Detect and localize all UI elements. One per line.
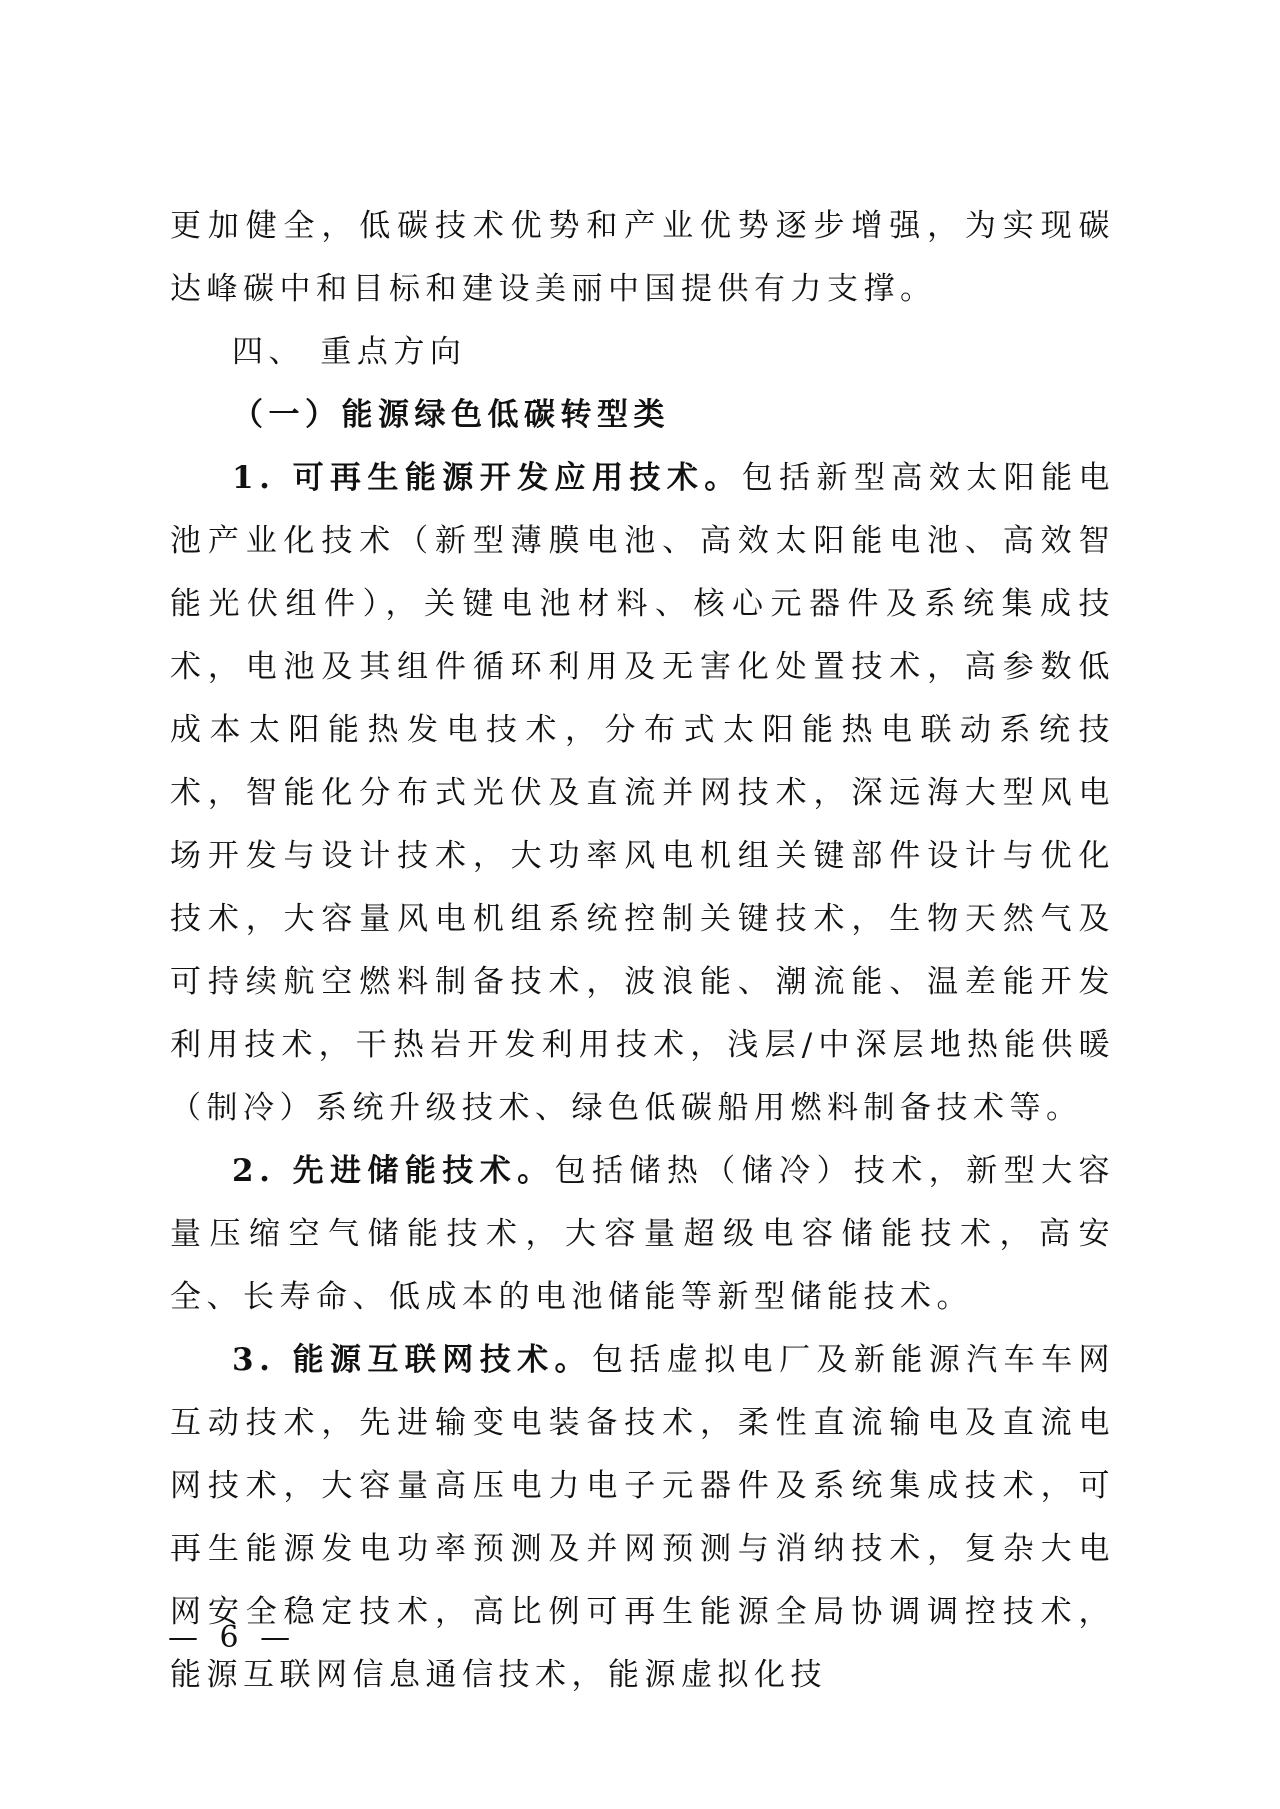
document-body xyxy=(170,195,1115,1707)
item-paragraph-3 xyxy=(170,1329,1115,1707)
item-title-1: 1. 可再生能源开发应用技术。 xyxy=(232,460,742,496)
page-number: — 6 — xyxy=(168,1620,297,1655)
item-paragraph-1 xyxy=(170,447,1115,1140)
item-body-1: 包括新型高效太阳能电池产业化技术（新型薄膜电池、高效太阳能电池、高效智能光伏组件），关键电池材料、核心元器件及系统集成技术，电池及其组件循环利用及无害化处置技术，高参数低成本太阳能热发电技术，分布式太阳能热电联动系统技术，智能化分布式光伏及直流并网技术，深远海大型风电场开发与设计技术，大功率风电机组关键部件设计与优化技术，大容量风电机组系统控制关键技术，生物天然气及可持续航空燃料制备技术，波浪能、潮流能、温差能开发利用技术，干热岩开发利用技术，浅层/中深层地热能供暖（制冷）系统升级技术、绿色低碳船用燃料制备技术等。 xyxy=(170,460,1116,1126)
item-body-2: 包括储热（储冷）技术，新型大容量压缩空气储能技术，大容量超级电容储能技术，高安全、长寿命、低成本的电池储能等新型储能技术。 xyxy=(170,1153,1116,1315)
item-paragraph-2 xyxy=(170,1140,1115,1329)
item-body-3: 包括虚拟电厂及新能源汽车车网互动技术，先进输变电装备技术，柔性直流输电及直流电网技术，大容量高压电力电子元器件及系统集成技术，可再生能源发电功率预测及并网预测与消纳技术，复杂大电网安全稳定技术，高比例可再生能源全局协调调控技术，能源互联网信息通信技术，能源虚拟化技 xyxy=(170,1342,1116,1693)
item-title-3: 3. 能源互联网技术。 xyxy=(232,1342,592,1378)
subsection-heading: （一）能源绿色低碳转型类 xyxy=(232,397,670,433)
section-heading: 四、 重点方向 xyxy=(232,334,467,370)
item-title-2: 2. 先进储能技术。 xyxy=(232,1153,555,1189)
intro-paragraph: 更加健全，低碳技术优势和产业优势逐步增强，为实现碳达峰碳中和目标和建设美丽中国提供有力支撑。 xyxy=(170,208,1115,307)
